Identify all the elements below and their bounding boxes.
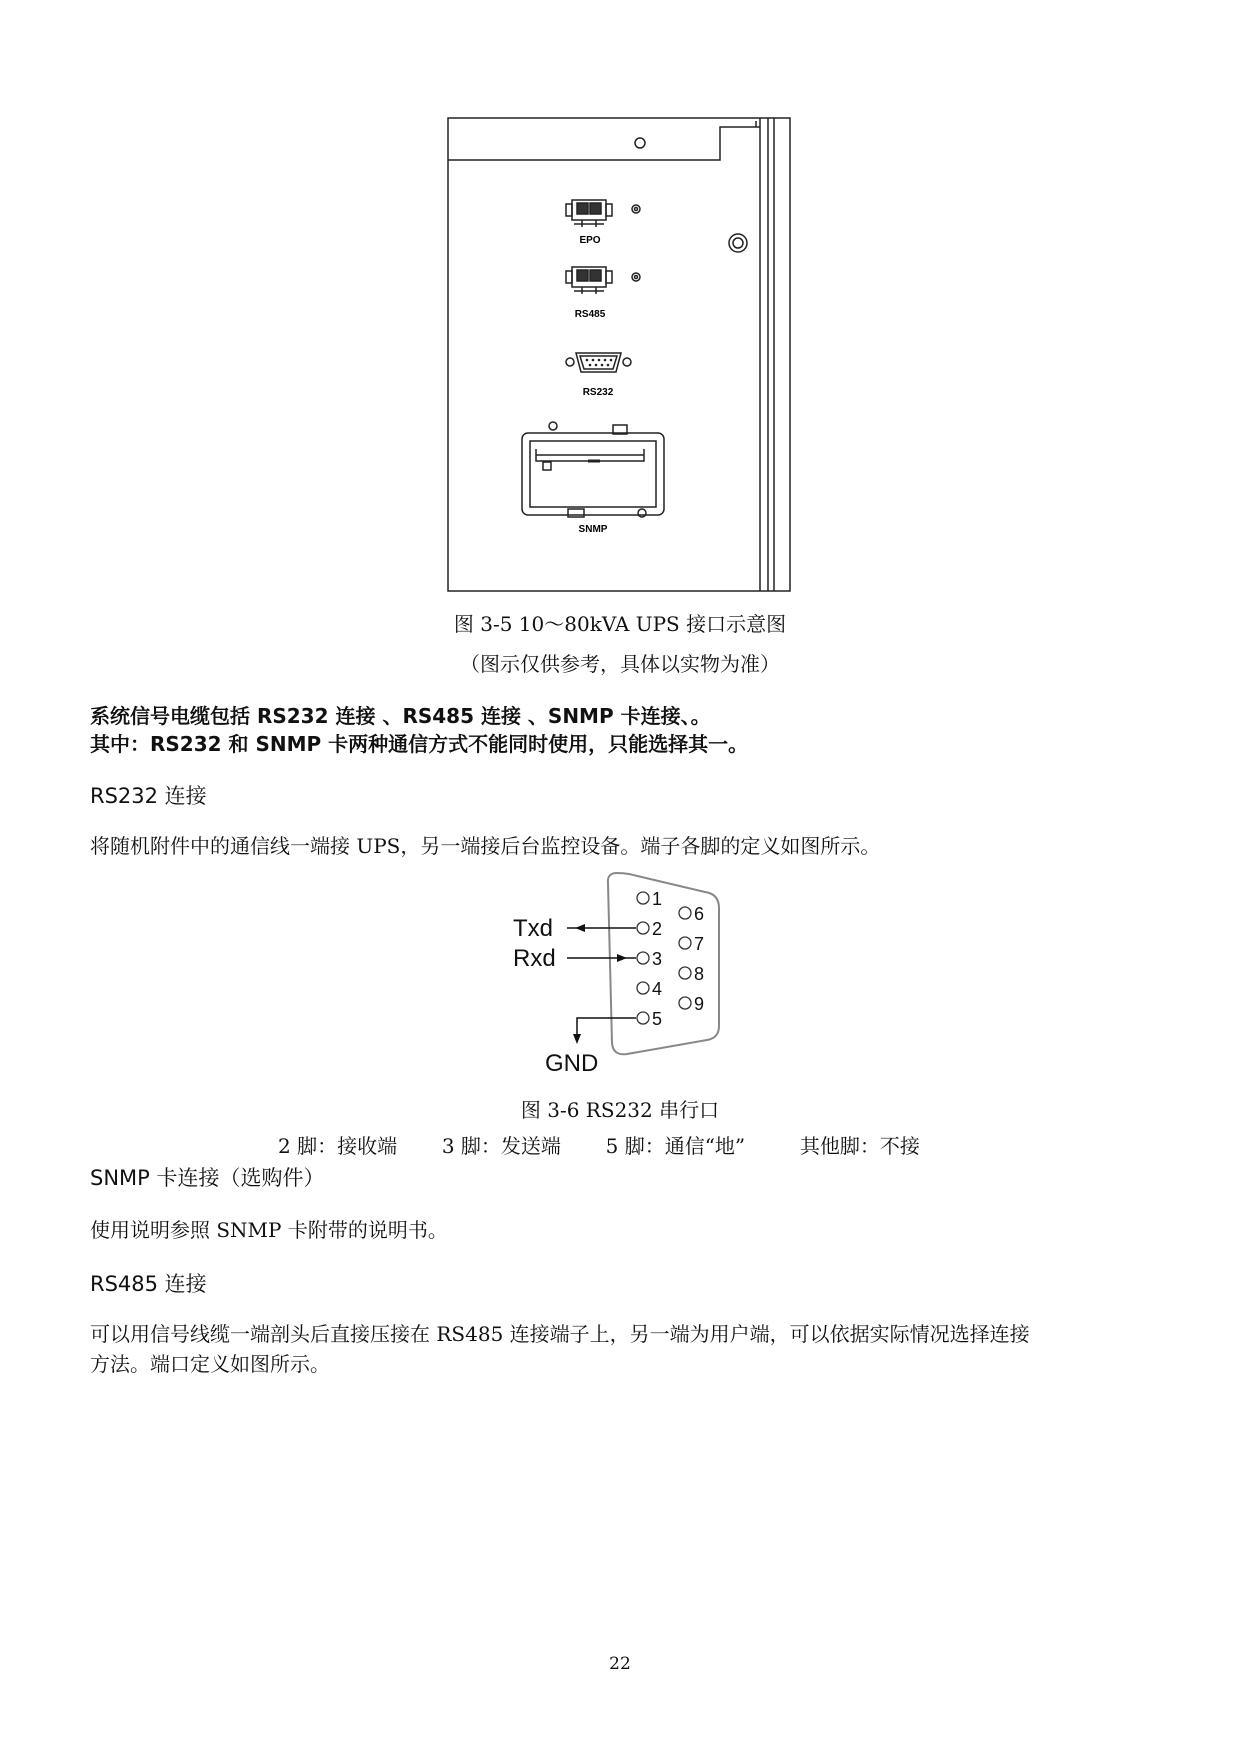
pin-6-label: 6 [694,904,705,924]
pin-4-label: 4 [652,979,663,999]
figure-3-5-caption: 图 3-5 10～80kVA UPS 接口示意图 [453,612,787,636]
pin-2-hole [637,922,649,934]
epo-label: EPO [579,235,601,246]
rxd-arrowhead [617,954,627,962]
pin-5-hole [637,1012,649,1024]
pin-3-hole [637,952,649,964]
figure-3-5-note: （图示仅供参考，具体以实物为准） [460,652,780,676]
rs232-text: 将随机附件中的通信线一端接 UPS，另一端接后台监控设备。端子各脚的定义如图所示。 [90,834,881,858]
pin-6-hole [679,907,691,919]
gnd-label: GND [545,1050,599,1077]
pin-7-hole [679,937,691,949]
snmp-heading: SNMP 卡连接（选购件） [90,1166,325,1190]
pin-5-label: 5 [652,1009,663,1029]
snmp-text: 使用说明参照 SNMP 卡附带的说明书。 [90,1218,448,1242]
intro-line-1: 系统信号电缆包括 RS232 连接 、RS485 连接 、SNMP 卡连接、。 [90,704,711,728]
pin-legend-2: 2 脚：接收端 [278,1134,398,1158]
rs485-heading: RS485 连接 [90,1272,207,1296]
rs232-heading: RS232 连接 [90,784,207,808]
pin-7-label: 7 [694,934,705,954]
rs232-label: RS232 [582,387,614,398]
rs232-pinout-figure [505,868,735,1083]
rs485-text-line-2: 方法。端口定义如图所示。 [90,1352,330,1376]
pin-legend-3: 3 脚：发送端 [441,1134,561,1158]
snmp-label: SNMP [578,524,608,535]
pin-3-label: 3 [652,949,663,969]
snmp-slot [522,422,664,517]
pin-4-hole [637,982,649,994]
pin-legend-5: 5 脚：通信“地” [605,1134,746,1158]
rs485-connector [566,267,612,294]
pin-9-label: 9 [694,994,705,1014]
pin-legend-others: 其他脚：不接 [799,1134,920,1158]
gnd-arrowhead [573,1034,581,1044]
rs485-text-line-1: 可以用信号线缆一端剖头后直接压接在 RS485 连接端子上，另一端为用户端，可以依据实际情况选择连接 [90,1322,1030,1346]
txd-label: Txd [513,915,554,942]
pin-2-label: 2 [652,919,663,939]
rxd-label: Rxd [513,945,556,972]
epo-connector [566,200,612,227]
rs485-label: RS485 [574,309,606,320]
ups-interface-panel-figure [440,115,800,595]
txd-arrowhead [575,924,585,932]
pin-8-hole [679,967,691,979]
pin-9-hole [679,997,691,1009]
pin-1-hole [637,892,649,904]
pin-8-label: 8 [694,964,705,984]
pin-legend [278,1132,920,1161]
page-number: 22 [609,1654,631,1674]
figure-3-6-caption: 图 3-6 RS232 串行口 [520,1098,720,1122]
rs232-db9-connector [566,353,631,372]
pin-1-label: 1 [652,889,663,909]
intro-line-2: 其中：RS232 和 SNMP 卡两种通信方式不能同时使用，只能选择其一。 [90,732,749,756]
